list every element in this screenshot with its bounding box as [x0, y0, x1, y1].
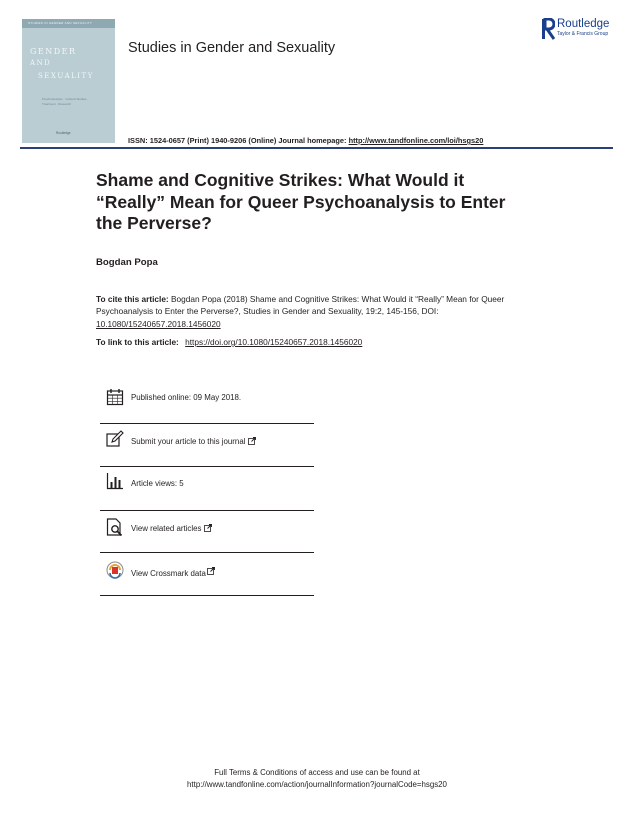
crossmark-row[interactable]	[100, 554, 314, 594]
external-link-icon	[207, 567, 215, 575]
cover-publisher: Routledge	[56, 131, 71, 135]
submit-article-link[interactable]	[131, 437, 256, 446]
publisher-logo-name: Routledge	[557, 18, 610, 30]
citation-doi-link[interactable]: 10.1080/15240657.2018.1456020	[96, 318, 221, 329]
cover-title-line1: GENDER	[30, 47, 77, 56]
related-articles-row[interactable]	[100, 512, 314, 552]
journal-homepage-link[interactable]: http://www.tandfonline.com/loi/hsgs20	[348, 136, 484, 145]
article-views-row	[100, 468, 314, 508]
external-link-icon	[204, 524, 212, 532]
divider	[100, 466, 314, 467]
citation-label: To cite this article:	[96, 294, 171, 304]
footer-terms-link[interactable]: http://www.tandfonline.com/action/journalInformation?journalCode=hsgs20	[187, 780, 447, 789]
published-date: Published online: 09 May 2018.	[131, 393, 242, 402]
cover-title-line3: SEXUALITY	[38, 72, 94, 80]
article-views: Article views: 5	[131, 479, 184, 488]
related-articles-label: View related articles	[131, 524, 202, 533]
crossmark-icon	[106, 561, 124, 579]
cover-title-line2: AND	[30, 59, 52, 67]
routledge-logo-icon	[541, 18, 555, 40]
calendar-icon	[106, 388, 124, 406]
bar-chart-icon	[106, 472, 124, 490]
divider	[100, 552, 314, 553]
divider	[100, 423, 314, 424]
divider	[100, 595, 314, 596]
article-doi-link[interactable]: https://doi.org/10.1080/15240657.2018.1456020	[185, 337, 363, 347]
crossmark-link[interactable]	[131, 567, 215, 578]
link-label: To link to this article:	[96, 337, 182, 347]
submit-article-row[interactable]	[100, 425, 314, 465]
edit-icon	[106, 430, 124, 448]
cover-band-text: STUDIES IN GENDER AND SEXUALITY	[28, 21, 93, 25]
related-articles-link[interactable]	[131, 524, 212, 533]
divider	[100, 510, 314, 511]
submit-article-label: Submit your article to this journal	[131, 437, 246, 446]
publisher-logo-subtitle: Taylor & Francis Group	[557, 31, 609, 37]
article-author: Bogdan Popa	[96, 257, 158, 268]
article-title: Shame and Cognitive Strikes: What Would it “Really” Mean for Queer Psychoanalysis to Enter the Perverse?	[96, 170, 506, 233]
journal-title: Studies in Gender and Sexuality	[128, 40, 336, 56]
header-rule	[20, 147, 613, 149]
published-row	[100, 386, 314, 426]
citation-text: Bogdan Popa (2018) Shame and Cognitive Strikes: What Would it “Really” Mean for Queer Psychoanalysis to Enter the Perverse?, Studies in Gender and Sexuality, 19:2, 145-156, DOI:	[96, 294, 505, 317]
journal-cover-image	[22, 19, 115, 143]
related-articles-icon	[106, 518, 124, 536]
footer-terms: Full Terms & Conditions of access and use can be found at	[214, 768, 420, 777]
external-link-icon	[248, 437, 256, 445]
issn-line	[128, 136, 483, 145]
cover-subtitle: Psychoanalysis · Cultural Studies · Treatment · Research	[42, 97, 89, 106]
crossmark-label: View Crossmark data	[131, 569, 206, 578]
article-link	[96, 337, 362, 347]
citation	[96, 293, 526, 330]
issn-text: ISSN: 1524-0657 (Print) 1940-9206 (Online) Journal homepage:	[128, 136, 349, 145]
